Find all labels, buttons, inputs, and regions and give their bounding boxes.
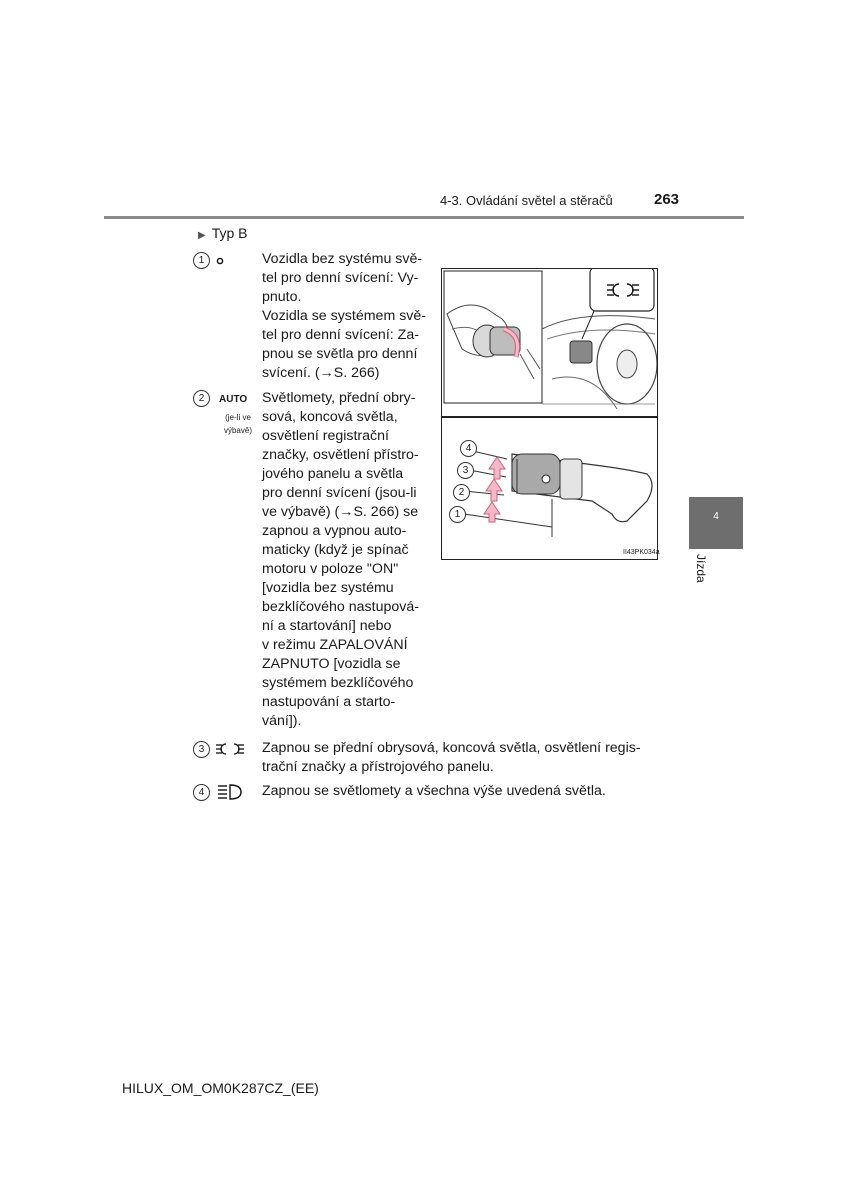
text-line: systémem bezklíčového	[262, 675, 414, 691]
auto-icon: AUTO	[219, 394, 248, 405]
callout-1: 1	[449, 506, 466, 523]
text-line: Vozidla bez systému svě-	[262, 251, 423, 267]
text-line: Zapnou se přední obrysová, koncová světla, osvětlení regis-	[262, 740, 641, 756]
text-line: Zapnou se světlomety a všechna výše uvedená světla.	[262, 783, 606, 799]
section-title: 4-3. Ovládání světel a stěračů	[440, 193, 613, 208]
text-line: ve výbavě) (→S. 266) se	[262, 504, 419, 520]
item-2-description	[262, 389, 428, 731]
circle-off-icon	[214, 253, 226, 265]
text-line: zapnou a vypnou auto-	[262, 523, 407, 539]
item-number-4: 4	[193, 784, 210, 801]
text-line: pnou se světla pro denní	[262, 346, 418, 362]
headlight-icon	[216, 783, 246, 801]
text-line: sová, koncová světla,	[262, 409, 398, 425]
text-line: motoru v poloze "ON"	[262, 561, 399, 577]
side-lights-icon	[215, 741, 245, 757]
light-switch-illustration	[441, 268, 658, 560]
chapter-label: Jízda	[694, 554, 708, 583]
text-line: svícení. (→S. 266)	[262, 365, 380, 381]
callout-2: 2	[453, 484, 470, 501]
text-line: tel pro denní svícení: Za-	[262, 327, 419, 343]
item-3-description	[262, 739, 662, 777]
text-line: Vozidla se systémem svě-	[262, 308, 427, 324]
illustration-drawing	[442, 269, 657, 559]
text-line: v režimu ZAPALOVÁNÍ	[262, 637, 408, 653]
item-number-1: 1	[193, 252, 210, 269]
text-line: nastupování a starto-	[262, 694, 396, 710]
text-line: Světlomety, přední obry-	[262, 390, 416, 406]
text-line: osvětlení registrační	[262, 428, 389, 444]
text-line: bezklíčového nastupová-	[262, 599, 419, 615]
item-number-2: 2	[193, 390, 210, 407]
document-code: HILUX_OM_OM0K287CZ_(EE)	[122, 1080, 319, 1096]
note-line: (je-li ve	[225, 413, 251, 422]
callout-4: 4	[460, 440, 477, 457]
header-divider	[104, 216, 744, 219]
text-line: maticky (když je spínač	[262, 542, 409, 558]
text-line: značky, osvětlení přístro-	[262, 447, 419, 463]
item-4-description	[262, 782, 662, 801]
availability-note	[218, 411, 258, 437]
text-line: pro denní svícení (jsou-li	[262, 485, 417, 501]
item-number-3: 3	[193, 741, 210, 758]
item-1-description	[262, 250, 428, 383]
chapter-tab	[689, 497, 743, 549]
type-label-text: Typ B	[211, 225, 248, 241]
text-line: ní a startování] nebo	[262, 618, 392, 634]
type-label	[198, 225, 248, 241]
text-line: [vozidla bez systému	[262, 580, 394, 596]
note-line: výbavě)	[223, 426, 252, 435]
callout-3: 3	[457, 462, 474, 479]
text-line: tel pro denní svícení: Vy-	[262, 270, 419, 286]
text-line: jového panelu a světla	[262, 466, 404, 482]
text-line: vání]).	[262, 713, 302, 729]
triangle-bullet-icon: ▶	[198, 230, 206, 241]
page-number: 263	[654, 191, 680, 208]
text-line: trační značky a přístrojového panelu.	[262, 759, 494, 775]
illustration-code: II43PK034a	[623, 549, 660, 556]
text-line: pnuto.	[262, 289, 302, 305]
text-line: ZAPNUTO [vozidla se	[262, 656, 401, 672]
chapter-number: 4	[713, 511, 719, 522]
